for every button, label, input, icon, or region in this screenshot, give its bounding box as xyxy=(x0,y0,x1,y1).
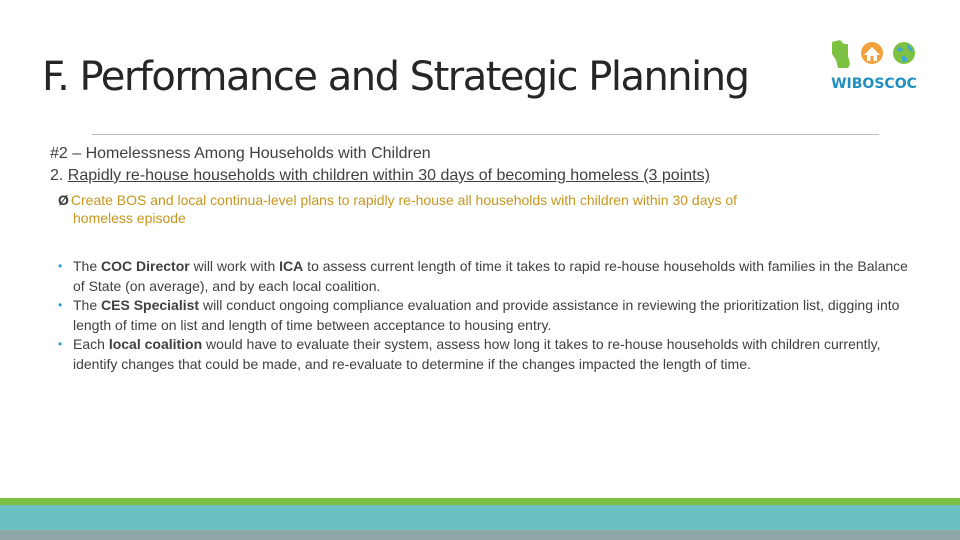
objective-number: 2. xyxy=(50,167,68,184)
list-item: • Each local coalition would have to evaluate their system, assess how long it takes to re-house households with children currently, identify changes that could be made, and re-evaluate to determine if the changes impacted the length of time. xyxy=(58,336,881,372)
list-item: • The COC Director will work with ICA to assess current length of time it takes to rapid re-house households with families in the Balance of State (on average), and by each local coalition. xyxy=(58,258,908,294)
list-item: • The CES Specialist will conduct ongoing compliance evaluation and provide assistance in reviewing the prioritization list, digging into length of time on list and length of time between acceptance to housing entry. xyxy=(58,297,900,333)
title-divider xyxy=(92,134,879,135)
footer-bar-teal xyxy=(0,505,960,530)
svg-text:WIBOSCOC: WIBOSCOC xyxy=(831,76,917,92)
strategy-text-line-1: Create BOS and local continua-level plans to rapidly re-house all households with children within 30 days of xyxy=(70,192,738,208)
strategy-text-line-2: homeless episode xyxy=(73,210,186,226)
action-list xyxy=(56,257,916,374)
footer-bar-green xyxy=(0,498,960,505)
bullet-icon: • xyxy=(58,337,63,351)
objective-text: Rapidly re-house households with children within 30 days of becoming homeless (3 points) xyxy=(67,167,710,184)
role-coc-director: COC Director xyxy=(101,258,190,274)
role-ces-specialist: CES Specialist xyxy=(101,297,200,313)
objective-heading xyxy=(50,143,710,187)
objective-line-2 xyxy=(50,165,710,187)
org-ica: ICA xyxy=(279,258,304,274)
arrow-bullet-icon: Ø xyxy=(58,192,69,208)
bullet-icon: • xyxy=(58,298,63,312)
footer-bar-gray xyxy=(0,530,960,540)
role-local-coalition: local coalition xyxy=(108,336,203,352)
bullet-icon: • xyxy=(58,259,63,273)
strategy-item xyxy=(58,191,878,227)
objective-line-1: #2 – Homelessness Among Households with Children xyxy=(50,145,431,162)
slide-title: F. Performance and Strategic Planning xyxy=(42,54,749,100)
wiboscoc-logo xyxy=(826,36,922,96)
